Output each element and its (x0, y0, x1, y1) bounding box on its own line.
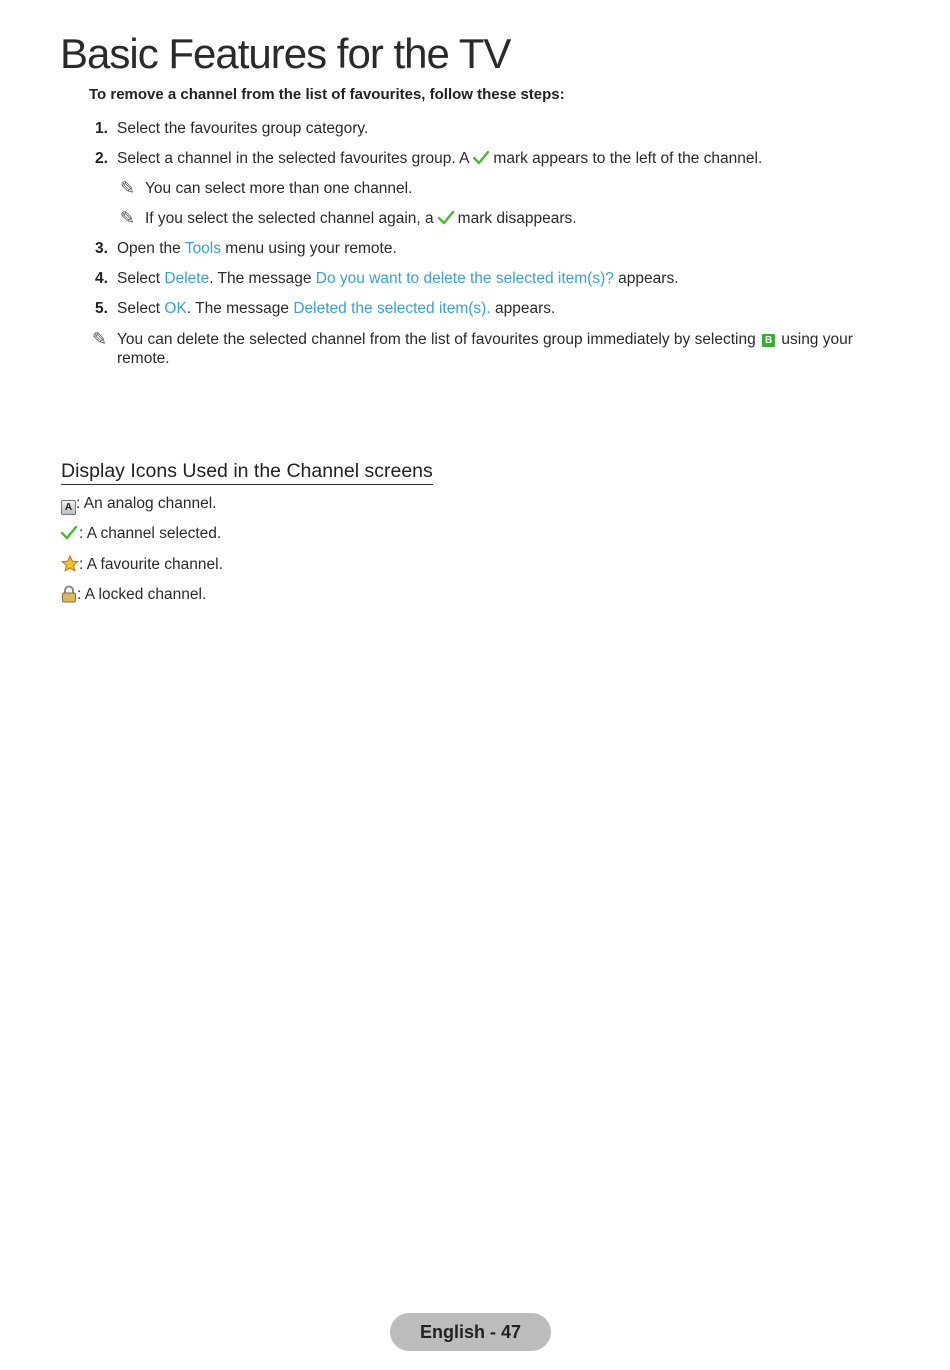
step-4-number: 4. (95, 270, 108, 287)
step-5-before: Select (117, 300, 165, 317)
pencil-note-icon: ✎ (120, 178, 136, 198)
section-title: Display Icons Used in the Channel screens (61, 460, 433, 485)
note-3-after: using your (781, 331, 853, 348)
step-3-before: Open the (117, 240, 185, 257)
step-2-before: Select a channel in the selected favourites group. A (117, 150, 470, 167)
icon-legend-analog (61, 494, 216, 515)
icon-legend-locked-text: : A locked channel. (77, 586, 207, 603)
check-icon (473, 151, 489, 165)
step-4-mid: . The message (209, 270, 316, 287)
page-title: Basic Features for the TV (60, 30, 511, 77)
step-2-after: mark appears to the left of the channel. (493, 150, 763, 167)
step-3-number: 3. (95, 240, 108, 257)
step-2-text (117, 149, 762, 169)
step-5-number: 5. (95, 300, 108, 317)
note-3-text (117, 330, 853, 350)
check-icon (438, 211, 454, 225)
step-1-number: 1. (95, 120, 108, 137)
pencil-note-icon: ✎ (92, 329, 108, 349)
note-1-text: You can select more than one channel. (145, 180, 413, 197)
tools-menu-label: Tools (184, 240, 221, 257)
step-5-after: appears. (490, 300, 556, 317)
step-4-text (117, 269, 679, 289)
analog-icon: A (61, 500, 76, 515)
ok-option-label: OK (164, 300, 187, 317)
deleted-message: Deleted the selected item(s). (293, 300, 491, 317)
icon-legend-favourite-text: : A favourite channel. (79, 556, 223, 573)
note-2-text (145, 209, 577, 229)
icon-legend-analog-text: : An analog channel. (76, 495, 217, 512)
check-icon (61, 526, 77, 540)
note-2-before: If you select the selected channel again, a (145, 210, 434, 227)
page-number-footer: English - 47 (390, 1313, 551, 1351)
step-2-number: 2. (95, 150, 108, 167)
pencil-note-icon: ✎ (120, 208, 136, 228)
step-5-text (117, 299, 555, 319)
step-3-text (117, 239, 397, 259)
lock-icon (61, 585, 77, 603)
step-4-after: appears. (613, 270, 679, 287)
delete-option-label: Delete (164, 270, 210, 287)
star-icon (61, 555, 79, 572)
icon-legend-selected (61, 524, 221, 544)
b-button-icon: B (762, 334, 775, 347)
note-2-after: mark disappears. (457, 210, 577, 227)
step-5-mid: . The message (186, 300, 294, 317)
step-1-text: Select the favourites group category. (117, 120, 369, 137)
note-3-before: You can delete the selected channel from the list of favourites group immediately by selecting (117, 331, 756, 348)
step-3-after: menu using your remote. (221, 240, 397, 257)
icon-legend-selected-text: : A channel selected. (79, 525, 222, 542)
icon-legend-favourite (61, 555, 223, 575)
note-3-line2: remote. (117, 350, 170, 367)
step-4-before: Select (117, 270, 165, 287)
delete-confirm-message: Do you want to delete the selected item(s)? (315, 270, 614, 287)
intro-text: To remove a channel from the list of favourites, follow these steps: (89, 86, 565, 103)
icon-legend-locked (61, 585, 206, 605)
